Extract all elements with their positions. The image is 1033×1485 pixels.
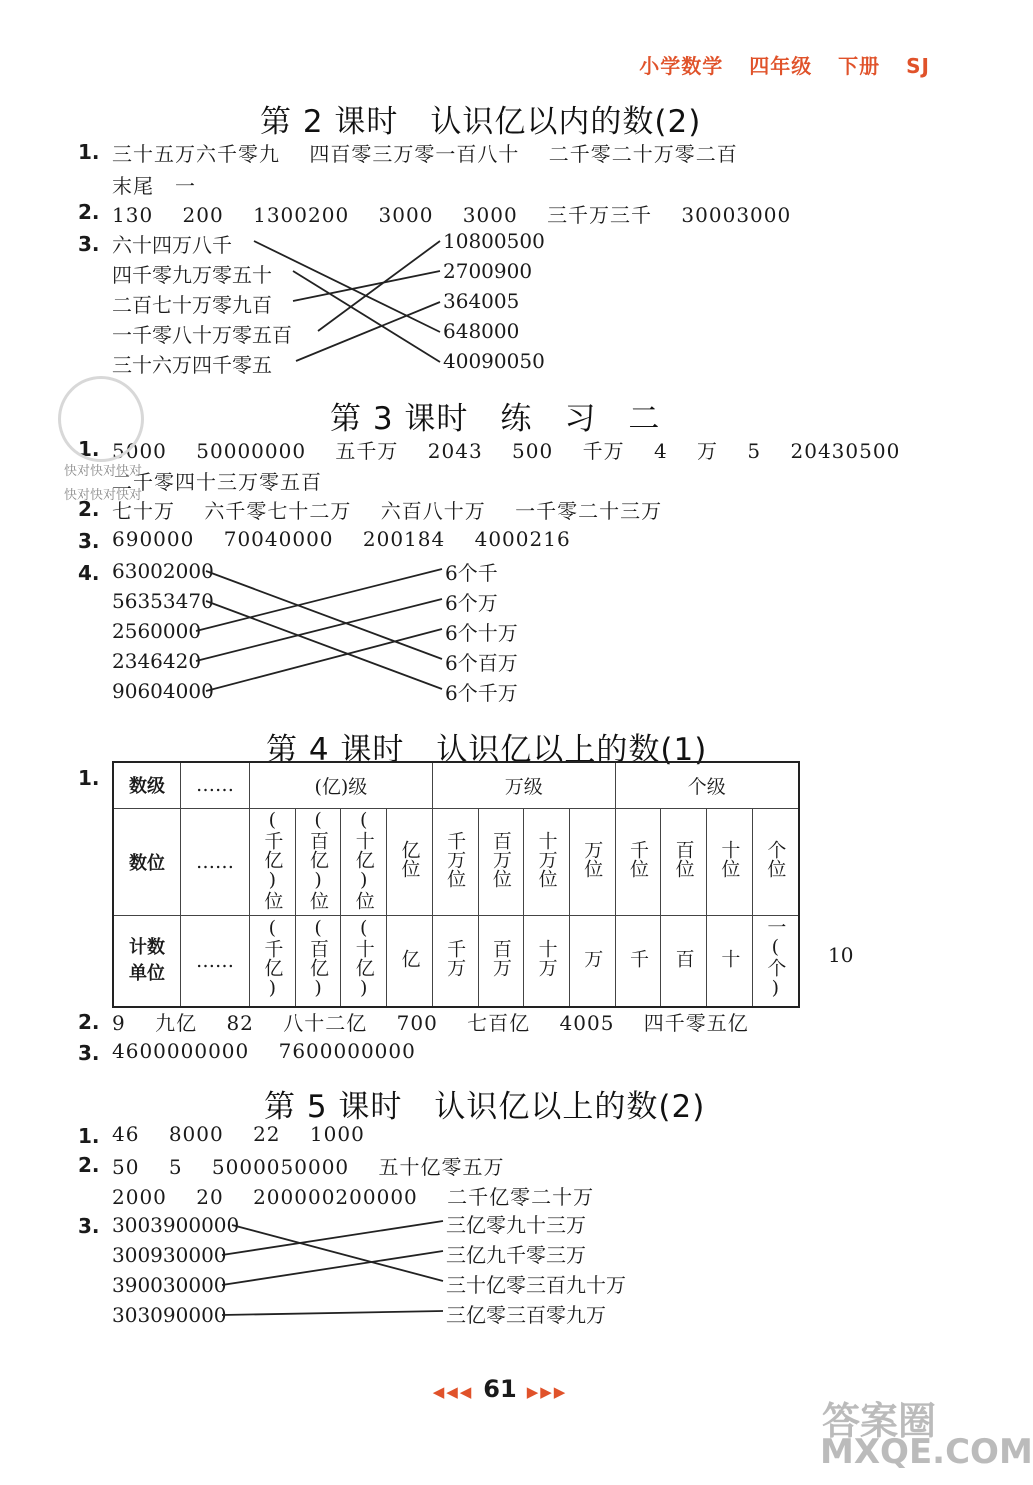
s3-q4-right-3: 6个百万 [445,651,518,675]
place-text: 十万位 [535,830,558,888]
s5-q3-left-0: 3003900000 [112,1213,240,1237]
s2-match-line [318,241,440,331]
unit-text: 千万 [444,939,467,978]
s3-q1-a10: 20430500 [790,439,901,463]
s2-q3-left-4: 三十六万四千零五 [112,353,272,377]
section-4-title: 第 4 课时 认识亿以上的数(1) [266,732,708,768]
s5-match-line [222,1311,443,1315]
s3-q1-line2: 二千零四十三万零五百 [112,470,322,494]
cell-yi-level: (亿)级 [250,762,433,808]
header-subject: 小学数学 [639,54,724,78]
place-text: 个位 [764,840,787,878]
s5-match-line [222,1251,443,1285]
header-grade: 四年级 [749,54,813,78]
page-number [0,1375,1000,1403]
s4-q1-side-answer: 10 [828,943,854,967]
s4-q2-a1: 9 [112,1011,126,1035]
header-edition: SJ [906,54,930,78]
s2-q1-a2: 四百零三万零一百八十 [309,142,520,166]
row3-label-text: 计数单位 [129,936,165,984]
s3-q4-left-1: 56353470 [112,589,214,613]
s2-q3-left-0: 六十四万八千 [112,233,232,257]
s4-q2-a8: 四千零五亿 [643,1011,749,1035]
section-5-title: 第 5 课时 认识亿以上的数(2) [264,1089,706,1125]
cell-row1-dots: …… [181,762,250,808]
right-triangles-icon: ▶▶▶ [526,1383,568,1401]
s2-q3-left-2: 二百七十万零九百 [112,293,272,317]
s5-q1-a3: 22 [253,1122,281,1146]
s3-q2-a2: 六千零七十二万 [204,499,352,523]
s3-q1-a7: 4 [653,439,668,463]
s3-q3-a2: 70040000 [223,527,334,551]
s2-q3-left-3: 一千零八十万零五百 [112,323,292,347]
s2-q2-a4: 3000 [378,203,434,227]
s2-match-line [254,241,440,332]
unit-text: (千亿) [261,917,284,1000]
s3-q1-a3: 五千万 [335,439,399,463]
s2-q3-right-0: 10800500 [443,229,545,253]
unit-text: (十亿) [352,917,375,1000]
watermark-text-2: 快对快对快对 [64,488,143,503]
s3-q4-right-2: 6个十万 [445,621,518,645]
s3-q2-num: 2. [78,497,100,521]
s4-q3-a1: 4600000000 [112,1039,250,1063]
unit-text: 十万 [535,939,558,978]
s2-match-line [293,271,440,362]
s3-q1-a4: 2043 [427,439,483,463]
place-text: (百亿)位 [307,808,330,910]
s2-match-line [296,302,440,361]
s5-q2-a2: 5 [168,1155,183,1179]
s2-q2-num: 2. [78,200,100,224]
s4-q2-a7: 4005 [559,1011,615,1035]
s2-q2-a3: 1300200 [253,203,350,227]
s5-q1-num: 1. [78,1124,100,1148]
watermark-site: MXQE.COM [820,1432,1033,1472]
place-text: 千位 [626,840,649,878]
s5-q3-left-1: 300930000 [112,1243,227,1267]
s4-q2-a5: 700 [396,1011,438,1035]
s4-q3-num: 3. [78,1041,100,1065]
s2-q2-a1: 130 [112,203,154,227]
s5-q3-num: 3. [78,1214,100,1238]
s2-q1-line2: 末尾 一 [112,174,196,198]
page-number-value: 61 [483,1375,517,1403]
s4-q2-num: 2. [78,1010,100,1034]
s2-q1-a1: 三十五万六千零九 [112,142,280,166]
s2-q1-num: 1. [78,140,100,164]
unit-text: (百亿) [307,917,330,1000]
s3-q4-right-1: 6个万 [445,591,498,615]
s2-q3-num: 3. [78,232,100,256]
s2-q2-a2: 200 [182,203,224,227]
s3-q1-a9: 5 [747,439,762,463]
s3-q2-a4: 一千零二十三万 [515,499,663,523]
s5-q2-a1: 50 [112,1155,140,1179]
watermark-logo: 答案圈 [822,1399,937,1443]
s3-q4-left-3: 2346420 [112,649,202,673]
s2-q2-a7: 30003000 [681,203,792,227]
s5-q3-right-1: 三亿九千零三万 [446,1243,586,1267]
s5-q2-b1: 2000 [112,1185,167,1209]
s2-q2-a6: 三千万三千 [547,203,653,227]
s2-q3-right-3: 648000 [443,319,520,343]
s5-q2-a4: 五十亿零五万 [378,1155,505,1179]
s5-q3-right-3: 三亿零三百零九万 [446,1303,606,1327]
place-text: 亿位 [398,840,421,878]
s3-q4-right-4: 6个千万 [445,681,518,705]
section-3-title: 第 3 课时 练 习 二 [330,401,661,437]
unit-text: 百万 [489,939,512,978]
cell-wan-level: 万级 [432,762,615,808]
s3-q3-a4: 4000216 [474,527,571,551]
s2-q3-right-4: 40090050 [443,349,545,373]
s5-q2-a3: 5000050000 [211,1155,350,1179]
cell-row1-label: 数级 [113,762,181,808]
s3-q1-a6: 千万 [582,439,625,463]
s4-q2-a4: 八十二亿 [283,1011,368,1035]
unit-text: 千 [626,948,649,968]
s3-q4-left-4: 90604000 [112,679,214,703]
s5-q1-a4: 1000 [309,1122,365,1146]
unit-text: 十 [718,948,741,968]
s3-q4-left-0: 63002000 [112,559,214,583]
s4-q2-a3: 82 [226,1011,254,1035]
s5-q3-right-0: 三亿零九十三万 [446,1213,586,1237]
cell-row3-dots: …… [181,915,250,1007]
s3-q1-a1: 5000 [112,439,167,463]
s2-q3-right-1: 2700900 [443,259,533,283]
unit-text: 百 [672,948,695,968]
s2-q3-left-1: 四千零九万零五十 [112,263,272,287]
s2-q2-a5: 3000 [462,203,518,227]
s3-q1-num: 1. [78,437,100,461]
s3-match-line [206,629,442,691]
s5-q3-left-2: 390030000 [112,1273,227,1297]
s3-q3-a3: 200184 [362,527,446,551]
place-text: 百位 [672,840,695,878]
cell-row2-label: 数位 [113,808,181,915]
s3-q4-left-2: 2560000 [112,619,202,643]
s4-q2-a6: 七百亿 [467,1011,531,1035]
s5-q2-b3: 200000200000 [253,1185,418,1209]
s5-q2-b2: 20 [196,1185,224,1209]
s2-q1-a3: 二千零二十万零二百 [548,142,738,166]
s5-q1-a1: 46 [112,1122,140,1146]
place-text: 十位 [718,840,741,878]
cell-ge-level: 个级 [615,762,799,808]
watermark-text-1: 快对快对快对 [64,464,143,479]
s5-q3-right-2: 三十亿零三百九十万 [446,1273,626,1297]
cell-row2-dots: …… [181,808,250,915]
s5-q2-b4: 二千亿零二十万 [447,1185,595,1209]
s3-q2-a1: 七十万 [112,499,175,523]
s3-q1-a5: 500 [512,439,554,463]
s3-q4-right-0: 6个千 [445,561,498,585]
s3-q1-a8: 万 [697,439,719,463]
s5-match-line [222,1221,443,1255]
s5-q3-left-3: 303090000 [112,1303,227,1327]
unit-text: 一(个) [764,917,787,1000]
section-2-title: 第 2 课时 认识亿以内的数(2) [260,104,702,140]
s5-q1-a2: 8000 [168,1122,224,1146]
s4-q3-a2: 7600000000 [278,1039,416,1063]
header-volume: 下册 [838,54,881,78]
s3-match-line [196,569,442,631]
left-triangles-icon: ◀◀◀ [432,1383,474,1401]
s3-q4-num: 4. [78,561,100,585]
s3-q2-a3: 六百八十万 [380,499,486,523]
place-text: 千万位 [444,830,467,888]
watermark-circle-icon [58,376,144,462]
s3-q1-a2: 50000000 [196,439,307,463]
unit-text: 亿 [398,948,421,968]
s3-q3-a1: 690000 [112,527,195,551]
s4-q1-num: 1. [78,766,100,790]
s2-q3-right-2: 364005 [443,289,520,313]
s5-q2-num: 2. [78,1153,100,1177]
s3-match-line [196,599,442,661]
place-text: (千亿)位 [261,808,284,910]
s4-q2-a2: 九亿 [155,1011,198,1035]
place-text: 百万位 [489,830,512,888]
place-text: (十亿)位 [352,808,375,910]
unit-text: 万 [581,948,604,968]
s3-q3-num: 3. [78,529,100,553]
place-text: 万位 [581,840,604,878]
s5-match-line [232,1225,443,1281]
